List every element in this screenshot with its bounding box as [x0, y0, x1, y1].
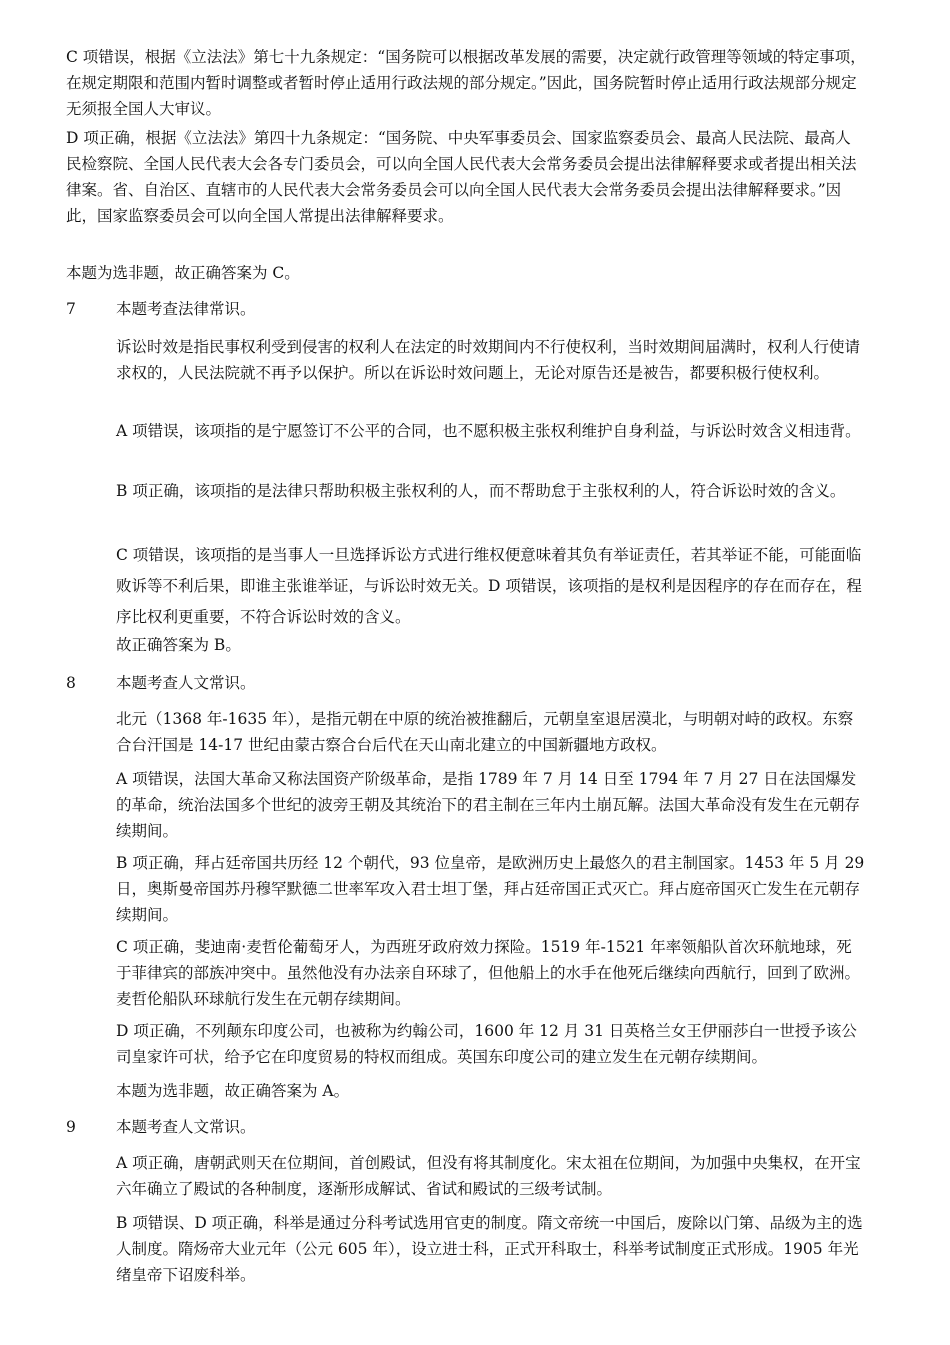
paragraph-q7-b: B 项正确，该项指的是法律只帮助积极主张权利的人，而不帮助怠于主张权利的人，符合诉讼时效的含义。 [116, 482, 846, 500]
answer-8: 本题为选非题，故正确答案为 A。 [116, 1082, 350, 1100]
paragraph-q8-c: C 项正确，斐迪南·麦哲伦葡萄牙人，为西班牙政府效力探险。1519 年-1521 年率领船队首次环航地球，死于菲律宾的部族冲突中。虽然他没有办法亲自环球了，但他船上的水手在他死后继续向西航行，回到了欧洲。麦哲伦船队环球航行发生在元朝存续期间。 [116, 938, 861, 1008]
paragraph-c-lifafa-79: C 项错误，根据《立法法》第七十九条规定：“国务院可以根据改革发展的需要，决定就行政管理等领域的特定事项，在规定期限和范围内暂时调整或者暂时停止适用行政法规的部分规定。”因此，国务院暂时停止适用行政法规部分规定无须报全国人大审议。 [66, 48, 866, 118]
question-8-header [66, 670, 866, 696]
answer-6: 本题为选非题，故正确答案为 C。 [66, 264, 300, 282]
question-heading: 本题考查人文常识。 [116, 1118, 256, 1136]
paragraph-q9-a: A 项正确，唐朝武则天在位期间，首创殿试，但没有将其制度化。宋太祖在位期间，为加强中央集权，在开宝六年确立了殿试的各种制度，逐渐形成解试、省试和殿试的三级考试制。 [116, 1154, 861, 1198]
question-9-header [66, 1114, 866, 1140]
question-number: 7 [66, 300, 76, 318]
paragraph-d-lifafa-49: D 项正确，根据《立法法》第四十九条规定：“国务院、中央军事委员会、国家监察委员会、最高人民法院、最高人民检察院、全国人民代表大会各专门委员会，可以向全国人民代表大会常务委员会提出法律解释要求或者提出相关法律案。省、自治区、直辖市的人民代表大会常务委员会可以向全国人民代表大会常务委员会提出法律解释要求。”因此，国家监察委员会可以向全国人常提出法律解释要求。 [66, 129, 857, 225]
paragraph-q8-d: D 项正确，不列颠东印度公司，也被称为约翰公司，1600 年 12 月 31 日英格兰女王伊丽莎白一世授予该公司皇家许可状，给予它在印度贸易的特权而组成。英国东印度公司的建立发生在元朝存续期间。 [116, 1022, 857, 1066]
question-heading: 本题考查人文常识。 [116, 674, 256, 692]
paragraph-statute-of-limitations: 诉讼时效是指民事权利受到侵害的权利人在法定的时效期间内不行使权利，当时效期间届满时，权利人行使请求权的，人民法院就不再予以保护。所以在诉讼时效问题上，无论对原告还是被告，都要积极行使权利。 [116, 338, 861, 382]
paragraph-q8-a: A 项错误，法国大革命又称法国资产阶级革命，是指 1789 年 7 月 14 日至 1794 年 7 月 27 日在法国爆发的革命，统治法国多个世纪的波旁王朝及其统治下的君主制在三年内土崩瓦解。法国大革命没有发生在元朝存续期间。 [116, 770, 861, 840]
question-number: 8 [66, 674, 76, 692]
answer-7: 故正确答案为 B。 [116, 636, 241, 654]
paragraph-q9-bd: B 项错误、D 项正确，科举是通过分科考试选用官吏的制度。隋文帝统一中国后，废除以门第、品级为主的选人制度。隋炀帝大业元年（公元 605 年），设立进士科，正式开科取士，科举考试制度正式形成。1905 年光绪皇帝下诏废科举。 [116, 1214, 863, 1284]
question-7-header [66, 296, 866, 322]
question-number: 9 [66, 1118, 76, 1136]
paragraph-northern-yuan: 北元（1368 年-1635 年），是指元朝在中原的统治被推翻后，元朝皇室退居漠北，与明朝对峙的政权。东察合台汗国是 14-17 世纪由蒙古察合台后代在天山南北建立的中国新疆地方政权。 [116, 710, 854, 754]
paragraph-q7-a: A 项错误，该项指的是宁愿签订不公平的合同，也不愿积极主张权利维护自身利益，与诉讼时效含义相违背。 [116, 422, 861, 440]
paragraph-q8-b: B 项正确，拜占廷帝国共历经 12 个朝代，93 位皇帝，是欧洲历史上最悠久的君主制国家。1453 年 5 月 29 日，奥斯曼帝国苏丹穆罕默德二世率军攻入君士坦丁堡，拜占廷帝国正式灭亡。拜占庭帝国灭亡发生在元朝存续期间。 [116, 854, 865, 924]
question-heading: 本题考查法律常识。 [116, 300, 256, 318]
paragraph-q7-cd: C 项错误，该项指的是当事人一旦选择诉讼方式进行维权便意味着其负有举证责任，若其举证不能，可能面临败诉等不利后果，即谁主张谁举证，与诉讼时效无关。D 项错误，该项指的是权利是因程序的存在而存在，程序比权利更重要，不符合诉讼时效的含义。 [116, 546, 862, 626]
